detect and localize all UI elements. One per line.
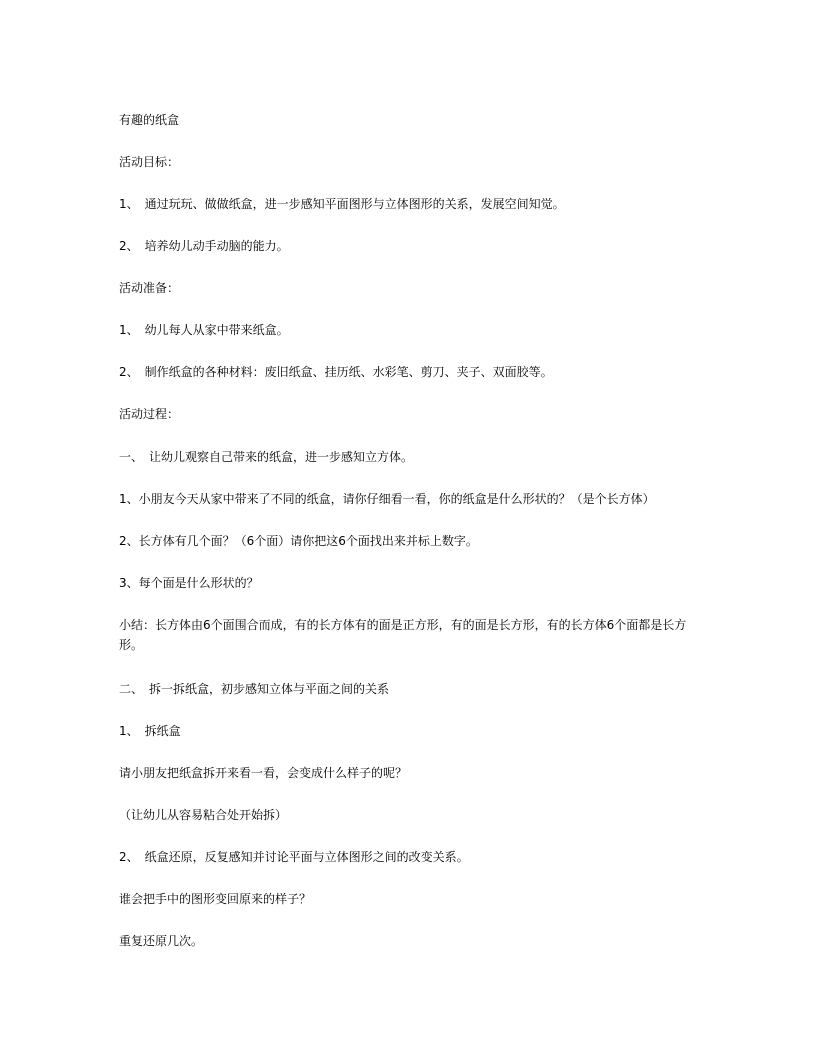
paragraph: 1、 通过玩玩、做做纸盒，进一步感知平面图形与立体图形的关系，发展空间知觉。 — [119, 197, 565, 211]
paragraph: 重复还原几次。 — [119, 934, 204, 948]
section-heading-goals: 活动目标： — [119, 155, 180, 169]
summary-paragraph: 小结：长方体由6个面围合而成，有的长方体有的面是正方形，有的面是长方形，有的长方体6个面都是长方形。 — [119, 618, 687, 652]
section-heading-process: 活动过程： — [119, 407, 180, 421]
paragraph: 2、 纸盒还原，反复感知并讨论平面与立体图形之间的改变关系。 — [119, 850, 469, 864]
paragraph: 谁会把手中的图形变回原来的样子？ — [119, 892, 312, 906]
document-title: 有趣的纸盒 — [119, 113, 180, 127]
paragraph: 3、每个面是什么形状的？ — [119, 576, 259, 590]
paragraph: 1、 幼儿每人从家中带来纸盒。 — [119, 323, 289, 337]
paragraph: 一、 让幼儿观察自己带来的纸盒，进一步感知立方体。 — [119, 450, 414, 464]
paragraph: 2、 培养幼儿动手动脑的能力。 — [119, 239, 289, 253]
paragraph: （让幼儿从容易粘合处开始拆） — [119, 808, 288, 822]
section-heading-preparation: 活动准备： — [119, 281, 180, 295]
paragraph: 二、 拆一拆纸盒，初步感知立体与平面之间的关系 — [119, 682, 390, 696]
paragraph: 1、小朋友今天从家中带来了不同的纸盒，请你仔细看一看，你的纸盒是什么形状的？（是个长方体） — [119, 492, 655, 506]
paragraph: 2、长方体有几个面？（6个面）请你把这6个面找出来并标上数字。 — [119, 534, 478, 548]
paragraph: 1、 拆纸盒 — [119, 724, 181, 738]
paragraph: 2、 制作纸盒的各种材料：废旧纸盒、挂历纸、水彩笔、剪刀、夹子、双面胶等。 — [119, 365, 553, 379]
paragraph: 请小朋友把纸盒拆开来看一看，会变成什么样子的呢？ — [119, 766, 408, 780]
